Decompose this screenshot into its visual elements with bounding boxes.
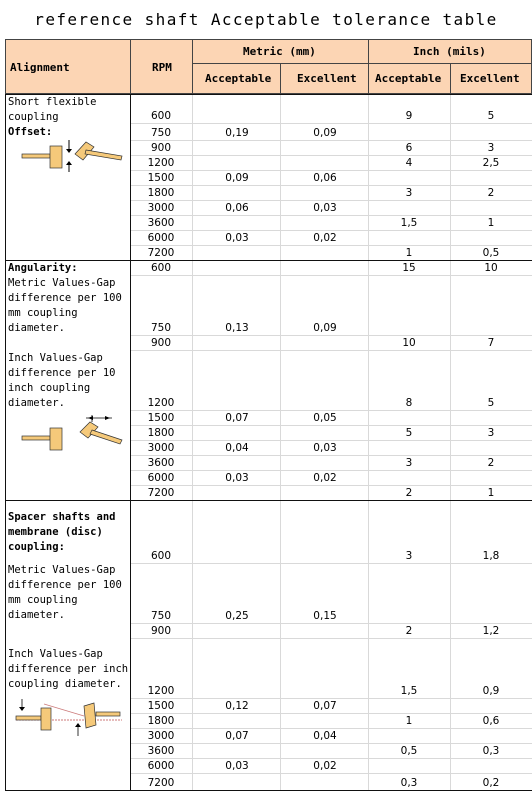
- grid-row-line: [130, 563, 532, 564]
- angularity-rpm-cell: 900: [150, 337, 172, 349]
- grid-row-line: [130, 335, 532, 336]
- spacer-rpm-cell: 1200: [147, 685, 175, 697]
- spacer-ia-cell: 1,5: [400, 685, 418, 697]
- grid-row-line: [130, 185, 532, 186]
- spacer-rpm-cell: 1800: [147, 715, 175, 727]
- grid-row-line: [130, 440, 532, 441]
- spacer-rpm-cell: 7200: [147, 777, 175, 789]
- header-inch-acceptable: Acceptable: [368, 63, 451, 94]
- spacer-rpm-cell: 6000: [147, 760, 175, 772]
- spacer-ia-cell: 0,3: [400, 777, 418, 789]
- angularity-rpm-cell: 1500: [147, 412, 175, 424]
- angularity-ma-cell: 0,13: [225, 322, 249, 334]
- offset-ie-cell: 2,5: [482, 157, 500, 169]
- spacer-ie-cell: 1,8: [482, 550, 500, 562]
- angularity-rpm-cell: 6000: [147, 472, 175, 484]
- angularity-rpm-cell: 1200: [147, 397, 175, 409]
- offset-me-cell: 0,06: [313, 172, 337, 184]
- angularity-me-cell: 0,03: [313, 442, 337, 454]
- grid-column-line: [280, 94, 281, 791]
- spacer-shaft-misalignment-icon: [14, 698, 124, 738]
- spacer-ia-cell: 3: [405, 550, 413, 562]
- grid-row-line: [130, 410, 532, 411]
- spacer-rpm-cell: 1500: [147, 700, 175, 712]
- offset-label: Short flexible coupling Offset:: [8, 96, 97, 138]
- spacer-ia-cell: 1: [405, 715, 413, 727]
- spacer-rpm-cell: 3000: [147, 730, 175, 742]
- spacer-ma-cell: 0,25: [225, 610, 249, 622]
- angularity-ie-cell: 7: [487, 337, 495, 349]
- offset-ia-cell: 6: [405, 142, 413, 154]
- offset-rpm-cell: 1500: [147, 172, 175, 184]
- table-bottom-border: [5, 790, 532, 791]
- grid-row-line: [130, 425, 532, 426]
- spacer-me-cell: 0,02: [313, 760, 337, 772]
- angularity-rpm-cell: 600: [150, 262, 172, 274]
- spacer-rpm-cell: 3600: [147, 745, 175, 757]
- angularity-inch-note: Inch Values-Gap difference per 10 inch coupling diameter.: [8, 352, 116, 409]
- angularity-label: Angularity: Metric Values-Gap difference per 100 mm coupling diameter.: [8, 262, 122, 334]
- offset-rpm-cell: 900: [150, 142, 172, 154]
- grid-row-line: [130, 215, 532, 216]
- offset-ia-cell: 4: [405, 157, 413, 169]
- header-inch: Inch (mils): [368, 39, 532, 64]
- spacer-ma-cell: 0,07: [225, 730, 249, 742]
- angularity-rpm-cell: 3600: [147, 457, 175, 469]
- angularity-ma-cell: 0,04: [225, 442, 249, 454]
- angularity-me-cell: 0,09: [313, 322, 337, 334]
- grid-row-line: [130, 123, 532, 124]
- grid-row-line: [130, 470, 532, 471]
- offset-ia-cell: 1: [405, 247, 413, 259]
- offset-rpm-cell: 1200: [147, 157, 175, 169]
- offset-rpm-cell: 600: [150, 110, 172, 122]
- grid-row-line: [130, 773, 532, 774]
- grid-row-line: [130, 638, 532, 639]
- offset-ia-cell: 9: [405, 110, 413, 122]
- angularity-ia-cell: 10: [402, 337, 416, 349]
- spacer-rpm-cell: 750: [150, 610, 172, 622]
- angularity-ia-cell: 2: [405, 487, 413, 499]
- offset-ia-cell: 1,5: [400, 217, 418, 229]
- grid-row-line: [130, 743, 532, 744]
- offset-ia-cell: 3: [405, 187, 413, 199]
- grid-row-line: [130, 140, 532, 141]
- offset-ie-cell: 0,5: [482, 247, 500, 259]
- offset-ma-cell: 0,03: [225, 232, 249, 244]
- section-border: [5, 500, 532, 501]
- angularity-ia-cell: 8: [405, 397, 413, 409]
- angularity-me-cell: 0,05: [313, 412, 337, 424]
- grid-row-line: [130, 155, 532, 156]
- angularity-ie-cell: 10: [484, 262, 498, 274]
- grid-row-line: [130, 728, 532, 729]
- spacer-me-cell: 0,15: [313, 610, 337, 622]
- spacer-ma-cell: 0,12: [225, 700, 249, 712]
- offset-ie-cell: 2: [487, 187, 495, 199]
- grid-row-line: [130, 350, 532, 351]
- angularity-ia-cell: 3: [405, 457, 413, 469]
- header-rpm: RPM: [130, 39, 193, 94]
- spacer-label: Spacer shafts and membrane (disc) coupling:: [8, 511, 116, 553]
- grid-row-line: [130, 623, 532, 624]
- offset-me-cell: 0,09: [313, 127, 337, 139]
- header-metric-acceptable: Acceptable: [192, 63, 281, 94]
- offset-me-cell: 0,03: [313, 202, 337, 214]
- offset-rpm-cell: 750: [150, 127, 172, 139]
- offset-ma-cell: 0,19: [225, 127, 249, 139]
- angularity-ia-cell: 5: [405, 427, 413, 439]
- offset-ma-cell: 0,09: [225, 172, 249, 184]
- spacer-ie-cell: 0,9: [482, 685, 500, 697]
- angularity-rpm-cell: 3000: [147, 442, 175, 454]
- spacer-me-cell: 0,07: [313, 700, 337, 712]
- page-title: reference shaft Acceptable tolerance table: [34, 10, 498, 29]
- spacer-ma-cell: 0,03: [225, 760, 249, 772]
- spacer-rpm-cell: 600: [150, 550, 172, 562]
- angularity-rpm-cell: 7200: [147, 487, 175, 499]
- spacer-metric-note: Metric Values-Gap difference per 100 mm coupling diameter.: [8, 564, 122, 621]
- angularity-ie-cell: 2: [487, 457, 495, 469]
- offset-rpm-cell: 1800: [147, 187, 175, 199]
- grid-row-line: [130, 275, 532, 276]
- angular-misalignment-icon: [20, 412, 124, 452]
- angularity-ma-cell: 0,03: [225, 472, 249, 484]
- grid-row-line: [130, 485, 532, 486]
- offset-ma-cell: 0,06: [225, 202, 249, 214]
- grid-row-line: [130, 758, 532, 759]
- offset-me-cell: 0,02: [313, 232, 337, 244]
- spacer-ia-cell: 0,5: [400, 745, 418, 757]
- spacer-me-cell: 0,04: [313, 730, 337, 742]
- grid-row-line: [130, 698, 532, 699]
- spacer-ie-cell: 1,2: [482, 625, 500, 637]
- grid-row-line: [130, 713, 532, 714]
- offset-ie-cell: 5: [487, 110, 495, 122]
- table-left-border: [5, 94, 6, 791]
- grid-row-line: [130, 245, 532, 246]
- spacer-ia-cell: 2: [405, 625, 413, 637]
- offset-rpm-cell: 7200: [147, 247, 175, 259]
- spacer-ie-cell: 0,3: [482, 745, 500, 757]
- offset-ie-cell: 3: [487, 142, 495, 154]
- spacer-rpm-cell: 900: [150, 625, 172, 637]
- angularity-ie-cell: 5: [487, 397, 495, 409]
- angularity-rpm-cell: 750: [150, 322, 172, 334]
- offset-rpm-cell: 3600: [147, 217, 175, 229]
- alignment-column-border: [130, 94, 131, 791]
- angularity-ia-cell: 15: [402, 262, 416, 274]
- offset-rpm-cell: 3000: [147, 202, 175, 214]
- header-alignment: Alignment: [5, 39, 131, 94]
- grid-row-line: [130, 230, 532, 231]
- offset-ie-cell: 1: [487, 217, 495, 229]
- header-metric: Metric (mm): [192, 39, 369, 64]
- angularity-me-cell: 0,02: [313, 472, 337, 484]
- angularity-ie-cell: 3: [487, 427, 495, 439]
- offset-misalignment-icon: [20, 138, 124, 174]
- angularity-rpm-cell: 1800: [147, 427, 175, 439]
- spacer-ie-cell: 0,6: [482, 715, 500, 727]
- grid-row-line: [130, 455, 532, 456]
- grid-row-line: [130, 200, 532, 201]
- spacer-inch-note: Inch Values-Gap difference per inch coupling diameter.: [8, 648, 129, 690]
- offset-rpm-cell: 6000: [147, 232, 175, 244]
- spacer-ie-cell: 0,2: [482, 777, 500, 789]
- header-metric-excellent: Excellent: [280, 63, 369, 94]
- header-inch-excellent: Excellent: [450, 63, 532, 94]
- angularity-ie-cell: 1: [487, 487, 495, 499]
- grid-row-line: [130, 170, 532, 171]
- angularity-ma-cell: 0,07: [225, 412, 249, 424]
